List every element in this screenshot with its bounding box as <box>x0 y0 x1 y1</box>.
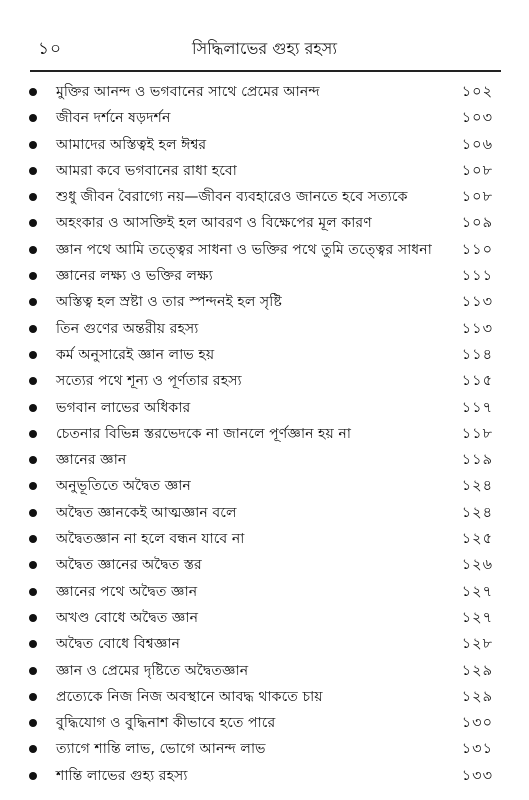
toc-entry <box>0 685 529 711</box>
toc-entry-page: ১১০ <box>461 241 493 258</box>
bullet-icon <box>29 351 37 359</box>
toc-entry-page: ১০৬ <box>461 136 493 153</box>
toc-entry <box>0 159 529 185</box>
bullet-icon <box>29 114 37 122</box>
toc-entry <box>0 133 529 159</box>
toc-entry-title: শুধু জীবন বৈরাগ্যে নয়—জীবন ব্যবহারেও জানতে হবে সত্যকে <box>56 189 408 206</box>
bullet-icon <box>29 272 37 280</box>
toc-entry <box>0 606 529 632</box>
bullet-icon <box>29 377 37 385</box>
toc-entry-page: ১১৩ <box>461 294 493 311</box>
bullet-icon <box>29 640 37 648</box>
header-rule <box>30 70 501 72</box>
bullet-icon <box>29 456 37 464</box>
toc-entry-page: ১৩০ <box>461 715 493 732</box>
toc-entry-title: তিন গুণের অন্তরীয় রহস্য <box>56 320 199 337</box>
toc-entry-title: জীবন দর্শনে ষড়দর্শন <box>56 110 171 127</box>
toc-entry <box>0 448 529 474</box>
bullet-icon <box>29 719 37 727</box>
toc-entry-page: ১১৯ <box>461 452 493 469</box>
toc-entry-title: জ্ঞানের পথে অদ্বৈত জ্ঞান <box>56 583 198 600</box>
bullet-icon <box>29 219 37 227</box>
toc-entry-page: ১১৩ <box>461 320 493 337</box>
toc-entry-page: ১১১ <box>461 268 493 285</box>
toc-entry-page: ১১৫ <box>461 373 493 390</box>
bullet-icon <box>29 325 37 333</box>
toc-entry <box>0 553 529 579</box>
bullet-icon <box>29 482 37 490</box>
toc-entry-title: অদ্বৈতজ্ঞান না হলে বন্ধন যাবে না <box>56 531 245 548</box>
bullet-icon <box>29 88 37 96</box>
toc-entry-title: অহংকার ও আসক্তিই হল আবরণ ও বিক্ষেপের মূল কারণ <box>56 215 372 232</box>
toc-entry-page: ১২৭ <box>461 609 493 626</box>
toc-entry <box>0 211 529 237</box>
page-header <box>0 36 529 60</box>
toc-entry-title: অখণ্ড বোধে অদ্বৈত জ্ঞান <box>56 609 199 626</box>
bullet-icon <box>29 167 37 175</box>
toc-entry-title: অনুভূতিতে অদ্বৈত জ্ঞান <box>56 478 191 495</box>
toc-entry-title: শান্তি লাভের গুহ্য রহস্য <box>56 767 188 784</box>
toc-entry <box>0 343 529 369</box>
toc-entry-title: প্রত্যেকে নিজ নিজ অবস্থানে আবদ্ধ থাকতে চায় <box>56 688 323 705</box>
bullet-icon <box>29 614 37 622</box>
toc-entry-title: ভগবান লাভের অধিকার <box>56 399 191 416</box>
toc-entry-page: ১২৫ <box>461 531 493 548</box>
bullet-icon <box>29 745 37 753</box>
toc-entry-title: অস্তিত্ব হল স্রষ্টা ও তার স্পন্দনই হল সৃষ্টি <box>56 294 282 311</box>
toc-entry-title: অদ্বৈত জ্ঞানের অদ্বৈত স্তর <box>56 557 202 574</box>
toc-entry-page: ১২৯ <box>461 662 493 679</box>
bullet-icon <box>29 772 37 780</box>
toc-entry <box>0 290 529 316</box>
toc-entry <box>0 501 529 527</box>
table-of-contents <box>0 80 529 790</box>
toc-entry <box>0 659 529 685</box>
toc-entry-page: ১০৮ <box>461 189 493 206</box>
running-title: সিদ্ধিলাভের গুহ্য রহস্য <box>192 39 337 58</box>
toc-entry <box>0 264 529 290</box>
toc-entry-page: ১৩৩ <box>461 767 493 784</box>
toc-entry-title: আমাদের অস্তিত্বই হল ঈশ্বর <box>56 136 207 153</box>
toc-entry-page: ১১৭ <box>461 399 493 416</box>
toc-entry-title: সত্যের পথে শূন্য ও পূর্ণতার রহস্য <box>56 373 242 390</box>
toc-entry-page: ১৩১ <box>461 741 493 758</box>
toc-entry-title: জ্ঞানের লক্ষ্য ও ভক্তির লক্ষ্য <box>56 268 213 285</box>
toc-entry-title: কর্ম অনুসারেই জ্ঞান লাভ হয় <box>56 346 215 363</box>
toc-entry-page: ১১৪ <box>461 346 493 363</box>
toc-entry <box>0 474 529 500</box>
toc-entry <box>0 80 529 106</box>
toc-entry-title: মুক্তির আনন্দ ও ভগবানের সাথে প্রেমের আনন্দ <box>56 84 320 100</box>
toc-entry <box>0 580 529 606</box>
toc-entry-title: জ্ঞান পথে আমি তত্ত্বের সাধনা ও ভক্তির পথে তুমি তত্ত্বের সাধনা <box>56 241 432 258</box>
toc-entry-title: ত্যাগে শান্তি লাভ, ভোগে আনন্দ লাভ <box>56 741 266 758</box>
bullet-icon <box>29 193 37 201</box>
bullet-icon <box>29 430 37 438</box>
toc-entry-title: অদ্বৈত জ্ঞানকেই আত্মজ্ঞান বলে <box>56 504 237 521</box>
bullet-icon <box>29 693 37 701</box>
bullet-icon <box>29 588 37 596</box>
toc-entry-page: ১২৮ <box>461 636 493 653</box>
toc-entry-page: ১০৯ <box>461 215 493 232</box>
toc-entry-page: ১২৬ <box>461 557 493 574</box>
page-number: ১০ <box>38 39 63 59</box>
toc-entry-title: জ্ঞানের জ্ঞান <box>56 452 127 469</box>
toc-entry-page: ১১৮ <box>461 425 493 442</box>
toc-entry <box>0 396 529 422</box>
bullet-icon <box>29 509 37 517</box>
toc-entry-title: জ্ঞান ও প্রেমের দৃষ্টিতে অদ্বৈতজ্ঞান <box>56 662 249 679</box>
toc-entry <box>0 737 529 763</box>
toc-entry-page: ১০৩ <box>461 110 493 127</box>
toc-entry <box>0 632 529 658</box>
toc-entry <box>0 422 529 448</box>
toc-entry-page: ১২৭ <box>461 583 493 600</box>
toc-entry <box>0 185 529 211</box>
toc-entry-page: ১০২ <box>461 84 493 100</box>
bullet-icon <box>29 141 37 149</box>
bullet-icon <box>29 404 37 412</box>
bullet-icon <box>29 246 37 254</box>
toc-entry-title: বুদ্ধিযোগ ও বুদ্ধিনাশ কীভাবে হতে পারে <box>56 715 276 732</box>
toc-entry <box>0 527 529 553</box>
toc-entry <box>0 238 529 264</box>
toc-entry-title: আমরা কবে ভগবানের রাধা হবো <box>56 162 237 179</box>
toc-entry-page: ১২৯ <box>461 688 493 705</box>
toc-entry-title: চেতনার বিভিন্ন স্তরভেদকে না জানলে পূর্ণজ্ঞান হয় না <box>56 425 351 442</box>
toc-entry-title: অদ্বৈত বোধে বিশ্বজ্ঞান <box>56 636 180 653</box>
toc-entry-page: ১০৮ <box>461 162 493 179</box>
bullet-icon <box>29 667 37 675</box>
bullet-icon <box>29 561 37 569</box>
toc-entry <box>0 106 529 132</box>
toc-entry <box>0 711 529 737</box>
toc-entry-page: ১২৪ <box>461 504 493 521</box>
toc-entry <box>0 317 529 343</box>
toc-entry <box>0 369 529 395</box>
toc-entry-page: ১২৪ <box>461 478 493 495</box>
bullet-icon <box>29 298 37 306</box>
bullet-icon <box>29 535 37 543</box>
toc-entry <box>0 764 529 790</box>
